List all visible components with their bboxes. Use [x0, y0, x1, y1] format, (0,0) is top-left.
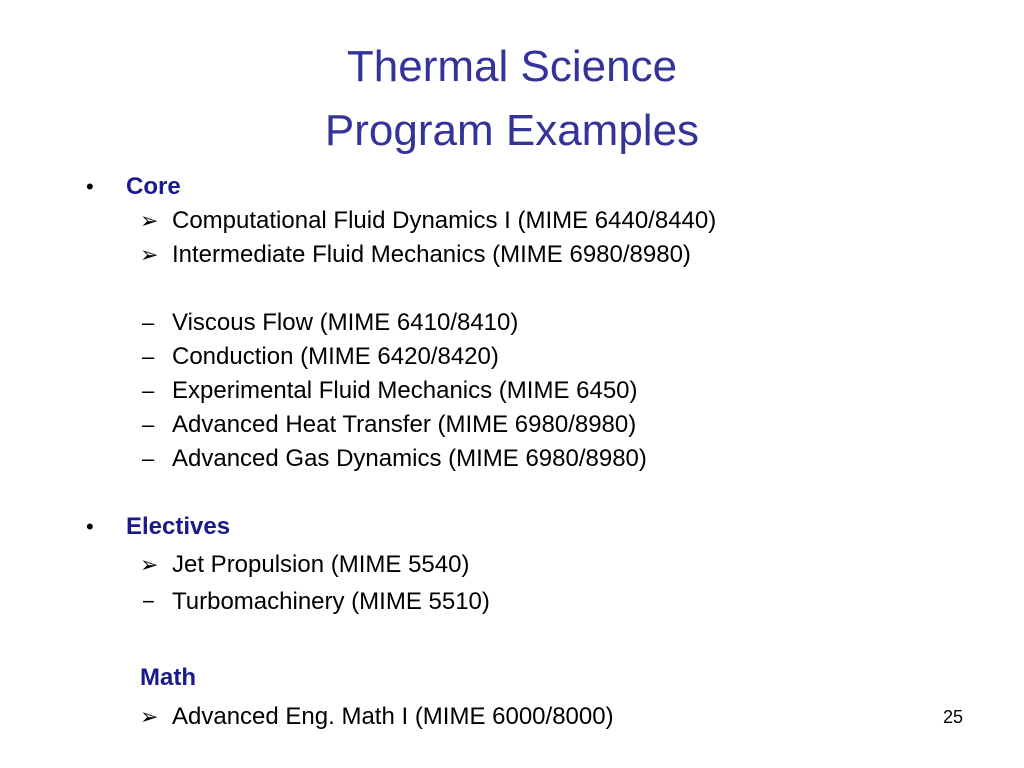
dash-bullet-icon: – [142, 412, 155, 437]
arrow-bullet-icon: ➢ [140, 704, 159, 729]
dash-bullet-icon: – [142, 310, 155, 335]
core-course-item: Experimental Fluid Mechanics (MIME 6450) [172, 377, 638, 404]
dash-bullet-icon: – [142, 344, 155, 369]
arrow-bullet-icon: ➢ [140, 208, 159, 233]
core-course-item: Advanced Gas Dynamics (MIME 6980/8980) [172, 445, 647, 472]
core-course-item: Intermediate Fluid Mechanics (MIME 6980/8980) [172, 241, 691, 268]
slide-title-line-2: Program Examples [324, 106, 700, 155]
electives-course-item: Turbomachinery (MIME 5510) [172, 588, 490, 615]
math-course-item: Advanced Eng. Math I (MIME 6000/8000) [172, 703, 614, 730]
dash-bullet-icon: – [142, 446, 155, 471]
core-heading: Core [126, 173, 181, 200]
dash-bullet-icon: – [142, 378, 155, 403]
electives-heading: Electives [126, 513, 231, 540]
core-course-item: Advanced Heat Transfer (MIME 6980/8980) [172, 411, 637, 438]
arrow-bullet-icon: ➢ [140, 242, 159, 267]
core-course-item: Conduction (MIME 6420/8420) [172, 343, 499, 370]
core-course-item: Viscous Flow (MIME 6410/8410) [172, 309, 519, 336]
electives-course-item: Jet Propulsion (MIME 5540) [172, 551, 470, 578]
slide-title-line-1: Thermal Science [346, 42, 678, 91]
minus-bullet-icon: − [142, 589, 155, 614]
bullet-icon: • [86, 514, 94, 539]
core-course-item: Computational Fluid Dynamics I (MIME 6440/8440) [172, 207, 717, 234]
bullet-icon: • [86, 174, 94, 199]
math-heading: Math [140, 664, 196, 691]
page-number: 25 [942, 707, 963, 727]
arrow-bullet-icon: ➢ [140, 552, 159, 577]
